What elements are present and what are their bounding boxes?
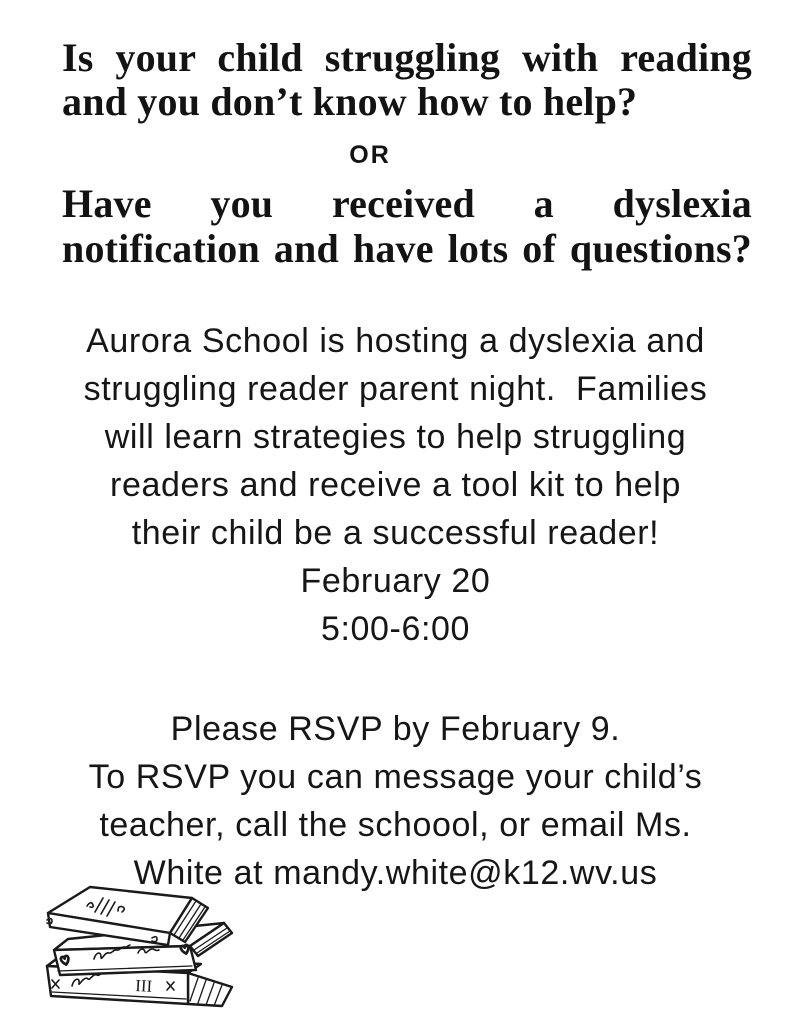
rsvp-details xyxy=(0,705,791,897)
details-line: will learn strategies to help struggling xyxy=(104,418,687,456)
event-details xyxy=(0,317,791,653)
details-line: struggling reader parent night. Families xyxy=(83,370,708,408)
rsvp-deadline-line: Please RSVP by February 9. xyxy=(170,710,621,748)
details-line: Aurora School is hosting a dyslexia and xyxy=(86,322,705,360)
headline-question-1 xyxy=(62,36,752,124)
or-connector-label: OR xyxy=(349,141,391,169)
headline-line-4: notification and have lots of questions? xyxy=(62,226,752,271)
event-date: February 20 xyxy=(300,562,491,600)
event-time: 5:00-6:00 xyxy=(320,610,471,648)
details-line: readers and receive a tool kit to help xyxy=(110,466,681,504)
spine-numeral: III xyxy=(134,976,153,996)
rsvp-line: To RSVP you can message your child’s xyxy=(88,758,703,796)
details-line: their child be a successful reader! xyxy=(131,514,660,552)
headline-line-1: Is your child struggling with reading xyxy=(62,35,752,80)
headline-line-3: Have you received a dyslexia xyxy=(62,181,752,226)
headline-question-2 xyxy=(62,181,752,271)
headline-line-2: and you don’t know how to help? xyxy=(62,79,638,124)
rsvp-email-line: White at mandy.white@k12.wv.us xyxy=(133,854,658,892)
top-book xyxy=(47,887,208,945)
books-stack-illustration xyxy=(38,878,238,1013)
rsvp-line: teacher, call the schoool, or email Ms. xyxy=(99,806,692,844)
